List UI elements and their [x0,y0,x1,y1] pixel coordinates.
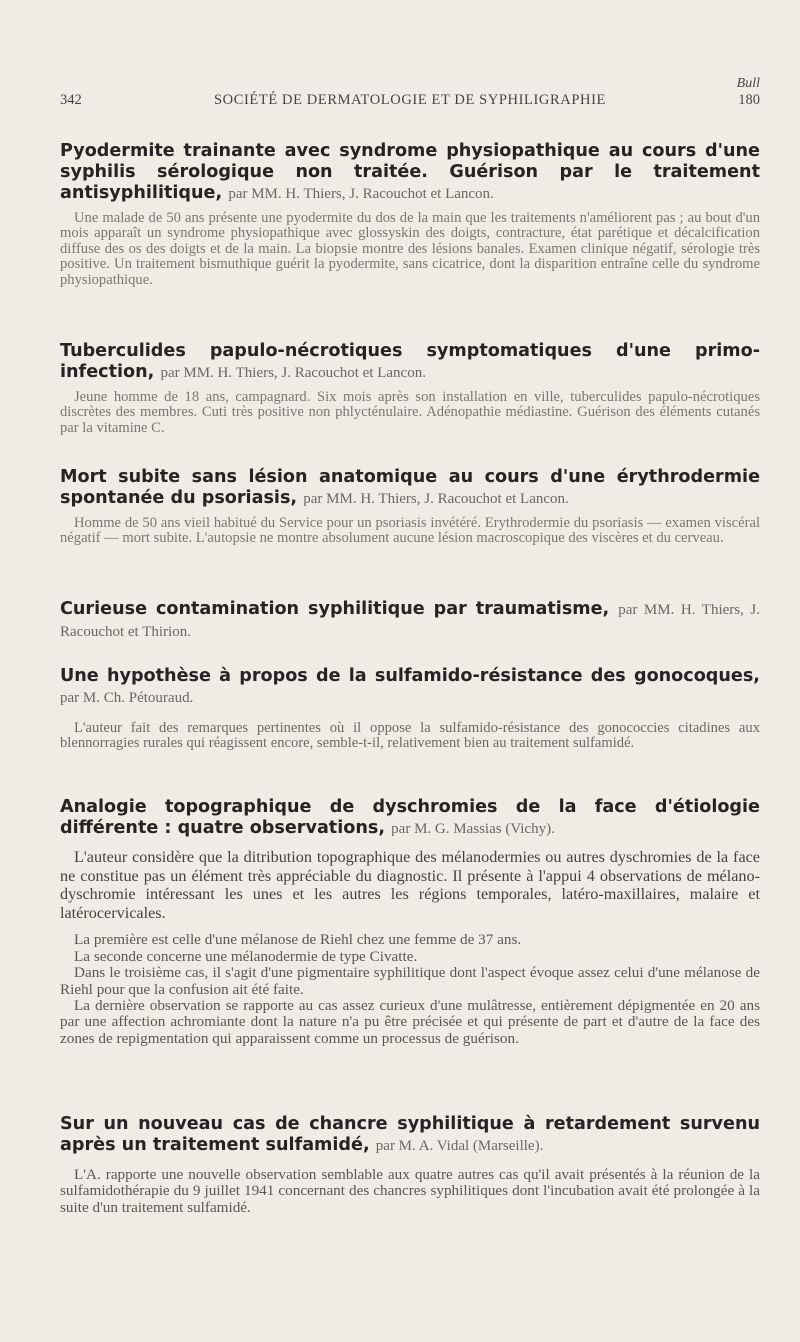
article-authors: par M. A. Vidal (Marseille). [375,1138,544,1154]
article-heading [60,467,760,510]
observation-paragraph: Dans le troisième cas, il s'agit d'une pigmentaire syphilitique dont l'aspect évoque assez celui d'une mélanose de Riehl pour que la confusion ait été faite. [60,964,760,998]
article-title: Pyodermite trainante avec syndrome physiopathique au cours d'une syphilis sérologique non traitée. Guérison par le traitement antisyphilitique, [60,141,760,203]
observations-list [60,932,760,1047]
page-number: 342 [60,92,82,108]
article-body: L'auteur fait des remarques pertinentes où il oppose la sulfamido-résistance des gonococcies citadines aux blennorragies rurales qui réagissent encore, semble-t-il, relativement bien au traitement sulfamidé. [60,720,760,752]
article-authors: par MM. H. Thiers, J. Racouchot et Thirion. [60,602,761,640]
observation-paragraph: La seconde concerne une mélanodermie de type Civatte. [74,947,418,965]
article-pyodermite [60,141,760,288]
article-heading [60,341,760,384]
article-title: Analogie topographique de dyschromies de la face d'étiologie différente : quatre observations, [60,797,760,838]
article-title: Sur un nouveau cas de chancre syphilitique à retardement survenu après un traitement sulfamidé, [60,1114,760,1155]
article-title: Mort subite sans lésion anatomique au cours d'une érythrodermie spontanée du psoriasis, [60,467,760,508]
article-title: Une hypothèse à propos de la sulfamido-résistance des gonocoques, [60,666,760,686]
article-authors: par MM. H. Thiers, J. Racouchot et Lancon. [228,186,494,202]
article-body: Jeune homme de 18 ans, campagnard. Six mois après son installation en ville, tuberculides papulo-nécrotiques discrètes des membres. Cuti très positive non phlycténulaire. Adénopathie médiastine. Guérison des éléments cutanés par la vitamine C. [60,389,760,436]
running-header [60,92,760,112]
article-title: Curieuse contamination syphilitique par traumatisme, [60,599,610,619]
article-body: Une malade de 50 ans présente une pyodermite du dos de la main que les traitements n'améliorent pas ; au bout d'un mois apparaît un syndrome physiopathique avec glossyskin des doigts, contracture, état parétique et décalcification diffuse des os des doigts et de la main. La biopsie montre des lésions banales. Examen clinique négatif, sérologie très positive. Un traitement bismuthique guérit la pyodermite, sans cicatrice, dont la disparition entraîne celle du syndrome physiopathique. [60,210,760,288]
article-authors: par MM. H. Thiers, J. Racouchot et Lancon. [303,491,569,507]
journal-title: SOCIÉTÉ DE DERMATOLOGIE ET DE SYPHILIGRAPHIE [214,92,606,108]
article-contamination [60,599,760,643]
article-heading [60,141,760,205]
article-title: Tuberculides papulo-nécrotiques symptomatiques d'une primo-infection, [60,341,760,382]
volume-number: 180 [738,92,760,108]
article-heading [60,1114,760,1157]
article-authors: par M. Ch. Pétouraud. [60,690,194,706]
observation-paragraph: La première est celle d'une mélanose de Riehl chez une femme de 37 ans. [74,931,522,949]
observation-paragraph: La dernière observation se rapporte au cas assez curieux d'une mulâtresse, entièrement dépigmentée en 20 ans par une affection achromiante dont la nature n'a pu être précisée et qui présente de part et d'autre de la face des zones de repigmentation qui apparaissent comme un processus de guérison. [60,997,760,1047]
article-body: L'A. rapporte une nouvelle observation semblable aux quatre autres cas qu'il avait présentés à la réunion de la sulfamidothérapie du 9 juillet 1941 concernant des chancres syphilitiques dont l'incubation avait été prolongée à la suite d'un traitement sulfamidé. [60,1166,760,1216]
article-heading [60,666,760,709]
article-heading [60,797,760,840]
bull-annotation: Bull [736,76,760,91]
article-mort-subite [60,467,760,547]
article-authors: par M. G. Massias (Vichy). [391,821,555,837]
article-heading [60,599,760,643]
article-body: Homme de 50 ans vieil habitué du Service pour un psoriasis invétéré. Erythrodermie du psoriasis — examen viscéral négatif — mort subite. L'autopsie ne montre absolument aucune lésion macroscopique des viscères et du cerveau. [60,515,760,547]
article-sulfamido-resistance [60,666,760,752]
article-chancre [60,1114,760,1216]
article-dyschromies [60,797,760,1047]
article-authors: par MM. H. Thiers, J. Racouchot et Lancon. [160,365,426,381]
article-tuberculides [60,341,760,436]
article-body: L'auteur considère que la ditribution topographique des mélanodermies ou autres dyschromies de la face ne constitue pas un élément très appréciable du diagnostic. Il présente à l'appui 4 observations de mélano-dyschromie intéressant les unes et les autres les régions temporales, latéro-maxillaires, malaire et latérocervicales. [60,848,760,922]
